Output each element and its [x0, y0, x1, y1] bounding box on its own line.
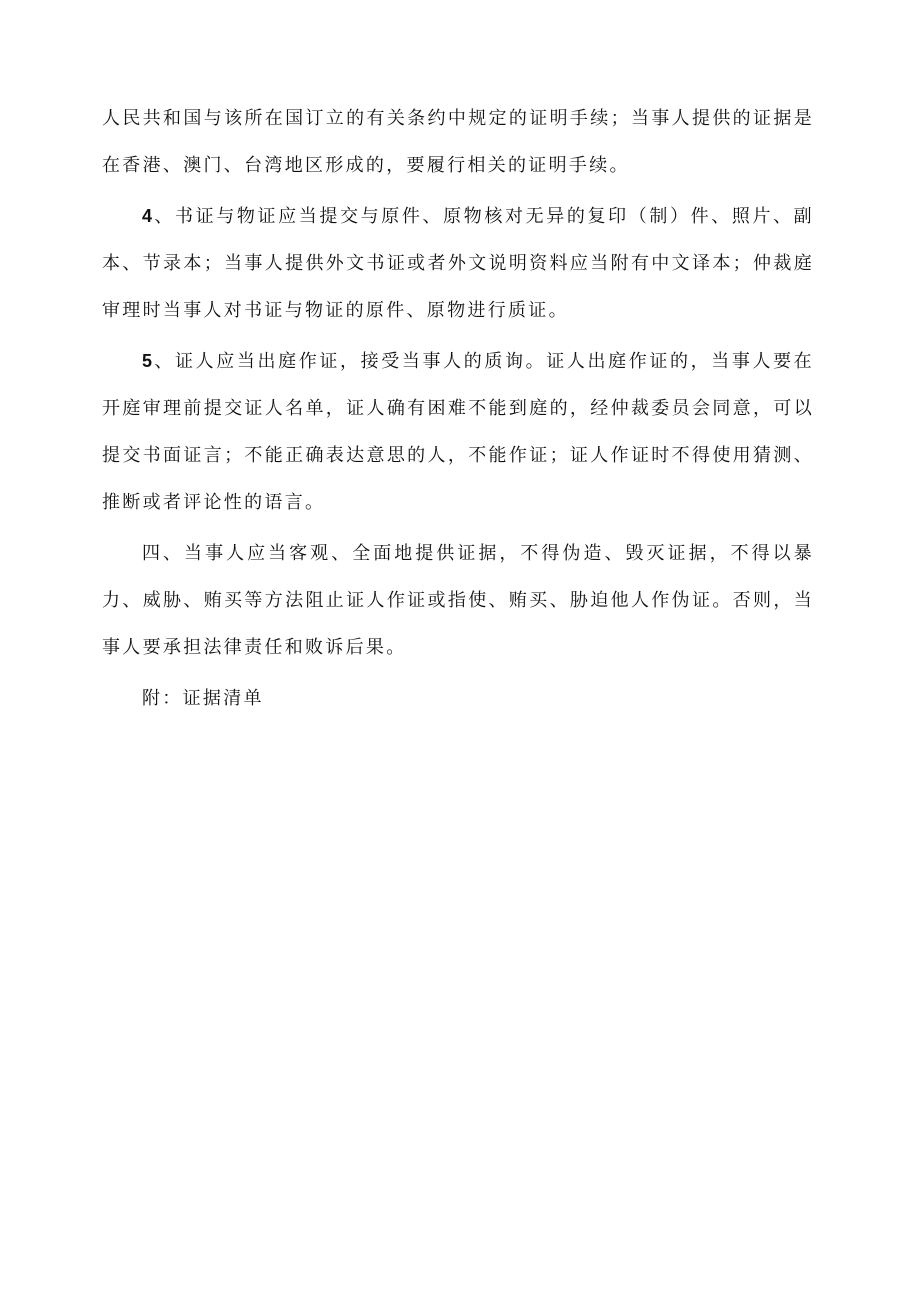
paragraph-section-4: [102, 530, 814, 671]
attachment-line: [102, 675, 814, 722]
paragraph-text: 、书证与物证应当提交与原件、原物核对无异的复印（制）件、照片、副本、节录本；当事人提供外文书证或者外文说明资料应当附有中文译本；仲裁庭审理时当事人对书证与物证的原件、原物进行质证。: [102, 206, 814, 321]
attachment-text: 附：证据清单: [142, 688, 264, 709]
paragraph-text: 、证人应当出庭作证，接受当事人的质询。证人出庭作证的，当事人要在开庭审理前提交证人名单，证人确有困难不能到庭的，经仲裁委员会同意，可以提交书面证言；不能正确表达意思的人，不能作证；证人作证时不得使用猜测、推断或者评论性的语言。: [102, 351, 814, 513]
paragraph-text: 四、当事人应当客观、全面地提供证据，不得伪造、毁灭证据，不得以暴力、威胁、贿买等方法阻止证人作证或指使、贿买、胁迫他人作伪证。否则，当事人要承担法律责任和败诉后果。: [102, 543, 814, 658]
paragraph-continuation: [102, 95, 814, 189]
paragraph-text: 人民共和国与该所在国订立的有关条约中规定的证明手续；当事人提供的证据是在香港、澳门、台湾地区形成的，要履行相关的证明手续。: [102, 108, 814, 176]
paragraph-item-5: [102, 338, 814, 526]
paragraph-item-4: [102, 193, 814, 334]
document-body: [102, 95, 814, 726]
item-number: 4: [142, 206, 153, 226]
item-number: 5: [142, 351, 153, 371]
